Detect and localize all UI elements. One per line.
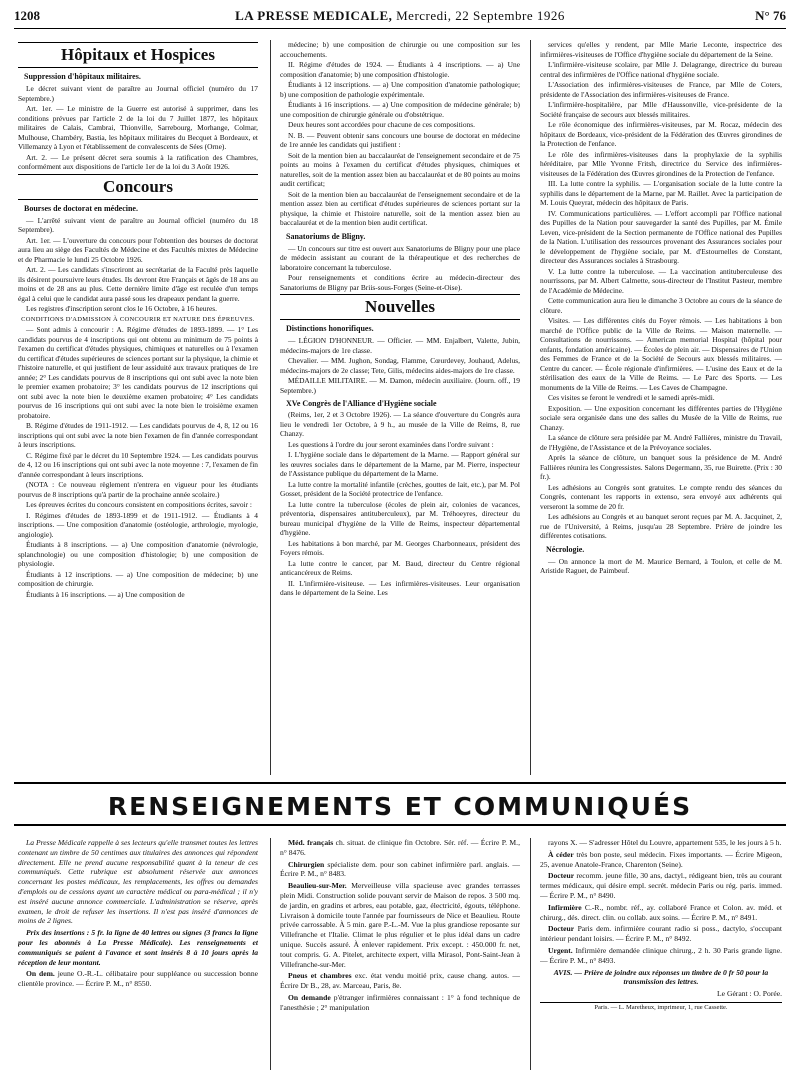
printer-line: Paris. — L. Maretheux, imprimeur, 1, rue Cassette. (540, 1002, 782, 1013)
paragraph: L'Association des infirmières-visiteuses de France, par Mlle de Coters, présidente de l'Association des infirmières-visiteuses de France. (540, 80, 782, 99)
paragraph: IV. Communications particulières. — L'effort accompli par l'Office national des Pupilles de la Nation pour sauvegarder la santé des Pupilles, par M. Émile Leven, vice-président de la Section permanente de l'Office national des Pupilles de la Nation. L'utilisation des ressources provenant des Assurances sociales pour le développement de l'hygiène sociale, par M. d'Estournelles de Constant, directeur des Assurances sociales à Strasbourg. (540, 208, 782, 265)
paragraph: — L'arrêté suivant vient de paraître au Journal officiel (numéro du 18 Septembre). (18, 215, 258, 234)
paragraph: Les adhésions au Congrès et au banquet seront reçues par M. A. Jacquinet, 2, rue de l'Université, à Reims, jusqu'au 28 Septembre. Prière de joindre les différentes cotisations. (540, 512, 782, 540)
paragraph: II. Régime d'études de 1924. — Étudiants à 4 inscriptions. — a) Une composition d'anatomie; b) une composition d'histologie. (280, 60, 520, 79)
ad-lead: Infirmière (548, 902, 582, 912)
paragraph: MÉDAILLE MILITAIRE. — M. Damon, médecin auxiliaire. (Journ. off., 19 Septembre.) (280, 376, 520, 395)
paragraph: La séance de clôture sera présidée par M. André Fallières, ministre du Travail, de l'Hygiène, de l'Assistance et de la Prévoyance sociales. (540, 433, 782, 452)
paragraph: II. L'infirmière-visiteuse. — Les infirmières-visiteuses. Leur organisation dans le département de la Seine. Les (280, 578, 520, 597)
classified-ad: rayons X. — S'adresser Hôtel du Louvre, appartement 535, le les jours à 5 h. (548, 838, 782, 847)
classified-ad (280, 993, 520, 1013)
paragraph: L'infirmière-visiteuse scolaire, par Mlle J. Delagrange, directrice du bureau central des infirmières de l'Office national d'hygiène sociale. (540, 60, 782, 79)
ad-text: p'étranger infirmières connaissant : 1° à fond technique de l'anesthésie ; 2° manipulation (280, 992, 520, 1012)
ad-text: spécialiste dem. pour son cabinet infirmière parl. anglais. — Écrire P. M., n° 8483. (280, 859, 520, 879)
paragraph: — On annonce la mort de M. Maurice Bernard, à Toulon, et celle de M. Aristide Raguet, de Paimbeuf. (540, 556, 782, 575)
paragraph: Soit de la mention bien au baccalauréat de l'enseignement secondaire et de 75 points au moins à l'examen du certificat d'études physiques, chimiques et naturelles, soit de la mention assez bien au baccalauréat et de 80 points au moins audit certificat; (280, 150, 520, 188)
ad-lead: Urgent. (548, 945, 573, 955)
ad-lead: Méd. français (288, 838, 334, 847)
paragraph: Le rôle économique des infirmières-visiteuses, par M. Rocaz, médecin des hôpitaux de Bordeaux, vice-président de la Fédération des Œuvres girondines de la Protection de l'enfance. (540, 120, 782, 148)
article-title: XVe Congrès de l'Alliance d'Hygiène sociale (286, 399, 437, 408)
paragraph: Les registres d'inscription seront clos le 16 Octobre, à 16 heures. (26, 304, 217, 313)
ad-text: Merveilleuse villa spacieuse avec grandes terrasses plein Midi. Construction solide pouvant servir de Maison de repos. 3 500 mq. de jardin, en gradins et arbres, eau potable, gaz, électricité, égouts, téléphone. Livraison à domicile toute l'année par fournisseurs de Nice et Beaulieu. Route privée carrossable. À 5 min. gare P.-L.-M. Vue la plus grandiose reposante sur Villefranche et l'Italie. Climat le plus régulier et le plus idéal dans un cadre unique. Succès assuré. À enlever rapidement. Prix except. : 450.000 fr. net, tout compris. G. A. Pitelet, architecte expert, villa Mirasol, Pont-Saint-Jean à Villefranche-sur-Mer. (280, 881, 520, 969)
classified-ad (540, 871, 782, 900)
ad-lead: Pneus et chambres (288, 971, 352, 981)
paragraph: Étudiants à 12 inscriptions. — a) Une composition d'anatomie pathologique; b) une composition de pathologie expérimentale. (280, 80, 520, 99)
journal-name: LA PRESSE MEDICALE, (235, 8, 393, 23)
paragraph: Les épreuves écrites du concours consistent en compositions écrites, savoir : (26, 500, 252, 509)
paragraph: I. Régimes d'études de 1893-1899 et de 1911-1912. — Étudiants à 4 inscriptions. — Une composition d'anatomie (ostéologie, arthrologie, myologie, angiologie). (18, 510, 258, 539)
paragraph: Art. 2. — Le présent décret sera soumis à la ratification des Chambres, conformément aux dispositions de l'article 1er de la loi du 3 Août 1926. (18, 152, 258, 171)
ad-lead: Chirurgien (288, 859, 325, 869)
subheading: CONDITIONS D'ADMISSION À CONCOURIR ET NATURE DES ÉPREUVES. (21, 315, 255, 323)
paragraph: (Reims, 1er, 2 et 3 Octobre 1926). — La séance d'ouverture du Congrès aura lieu le vendredi 1er Octobre, à 9 h., au musée de la Ville de Reims, 8, rue Chanzy. (280, 410, 520, 438)
paragraph: C. Régime fixé par le décret du 10 Septembre 1924. — Les candidats pourvus de 4, 12 ou 16 inscriptions qui ont subi avec la note moyenne : 7, l'examen de fin d'année correspondant à leurs inscriptions. (18, 450, 258, 479)
paragraph: V. La lutte contre la tuberculose. — La vaccination antituberculeuse des nourrissons, par M. Albert Calmette, sous-directeur de l'Institut Pasteur, membre de l'Académie de Médecine. (540, 266, 782, 295)
column-rule (270, 838, 271, 1070)
section-title-hopitaux: Hôpitaux et Hospices (18, 42, 258, 68)
paragraph: Les habitations à bon marché, par M. Georges Charbonneaux, président des Foyers rémois. (280, 538, 520, 557)
paragraph: Ces visites se feront le vendredi et le samedi après-midi. (548, 393, 715, 402)
ad-text: exc. état vendu moitié prix, cause chang. autos. — Écrire Dr B., 28, av. Marceau, Paris, 8e. (280, 971, 520, 991)
classified-ad (280, 838, 520, 858)
article-title: Suppression d'hôpitaux militaires. (24, 72, 141, 81)
notice-avis: AVIS. — Prière de joindre aux réponses un timbre de 0 fr 50 pour la transmission des lettres. (553, 967, 769, 987)
paragraph: La lutte contre le cancer, par M. Baud, directeur du Centre régional anticancéreux de Reims. (280, 558, 520, 577)
paragraph: Le décret suivant vient de paraître au Journal officiel (numéro du 17 Septembre.) (18, 84, 258, 103)
paragraph: — Sont admis à concourir : A. Régime d'études de 1893-1899. — 1° Les candidats pourvus de 4 inscriptions qui ont obtenu au minimum de 75 points à l'examen du certificat d'études physiques, chimiques et naturelles ou à l'examen du certificat d'études supérieures de sciences portant sur la physique, la chimie et l'histoire naturelle, et qui justifient de leur assiduité aux travaux pratiques de 1re année; 2° Les candidats pourvus de 8 inscriptions qui ont subi avec la note bien le premier examen probatoire; 3° les candidats pourvus de 12 inscriptions qui ont subi avec la note bien le deuxième examen probatoire; 4° Les candidats pourvus de 16 inscriptions qui ont subi avec la note bien le troisième examen probatoire. (18, 325, 258, 420)
paragraph: Étudiants à 12 inscriptions. — a) Une composition de médecine; b) une composition de chirurgie. (18, 569, 258, 588)
article-title: Nécrologie. (546, 544, 585, 554)
ad-text: recomm. jeune fille, 30 ans, dactyl., rédigeant bien, très au courant termes médicaux, qui désire empl. secrét. médecin Paris ou rég. paris. immed. — Écrire P. M., n° 8490. (540, 871, 782, 900)
ad-text: jeune O.-R.-L. célibataire pour suppléance ou succession bonne clientèle province. — Écrire P. M., n° 8550. (18, 969, 258, 989)
article-title: Bourses de doctorat en médecine. (24, 203, 138, 213)
journal-title (14, 8, 786, 24)
issue-date: Mercredi, 22 Septembre 1926 (396, 8, 565, 23)
column-1 (18, 40, 258, 775)
ad-lead: Beaulieu-sur-Mer. (288, 881, 347, 891)
column-rule (530, 838, 531, 1070)
ad-lead: On demande (288, 992, 331, 1002)
paragraph: III. La lutte contre la syphilis. — L'organisation sociale de la lutte contre la syphilis dans le département de la Marne, par M. Raillet. Avec la participation de M. Louis Queyrat, médecin des hôpitaux de Paris. (540, 179, 782, 207)
ad-text: Paris dem. infirmière courant radio si poss., dactylo, s'occupant intérieur pendant loisirs. — Écrire P. M., n° 8492. (540, 924, 782, 944)
ad-text: très bon poste, seul médecin. Fixes importants. — Écrire Migeon, 25, avenue Anatole-France, Charenton (Seine). (540, 849, 782, 869)
paragraph: Soit de la mention bien au baccalauréat de l'enseignement secondaire et de la mention assez bien au certificat d'études supérieures de sciences portant sur la physique, la chimie et l'histoire naturelle, soit de la mention assez bien au baccalauréat et de la mention bien audit certificat. (280, 189, 520, 227)
column-2 (280, 40, 520, 775)
classifieds-column-3 (540, 838, 782, 1070)
classified-ad (540, 850, 782, 870)
column-3 (540, 40, 782, 775)
page-number: 1208 (14, 8, 40, 23)
paragraph: Exposition. — Une exposition concernant les différentes parties de l'Hygiène sociale sera organisée dans une des salles du Musée de la Ville de Reims, rue Chanzy. (540, 403, 782, 432)
paragraph: La lutte contre la mortalité infantile (crèches, gouttes de lait, etc.), par M. Pol Gosset, président de la Société protectrice de l'enfance. (280, 479, 520, 498)
article-title: Sanatoriums de Bligny. (286, 231, 366, 241)
paragraph: services qu'elles y rendent, par Mlle Marie Leconte, inspectrice des infirmières-visiteuses de l'Office d'hygiène sociale du département de la Seine. (540, 40, 782, 59)
ad-lead: À céder (548, 849, 574, 859)
paragraph: — LÉGION D'HONNEUR. — Officier. — MM. Enjalbert, Valette, Jubin, médecins-majors de 1re classe. (280, 336, 520, 355)
classified-ad (280, 860, 520, 880)
classified-ad (540, 946, 782, 966)
classified-ad (540, 924, 782, 944)
paragraph: Le rôle des infirmières-visiteuses dans la prophylaxie de la syphilis héréditaire, par Mlle Yvonne Fritsh, directrice du Service des infirmières-visiteuses de la Fédération des Œuvres girondines de la Protection de l'enfance. (540, 149, 782, 178)
column-rule (270, 40, 271, 775)
section-title-concours: Concours (18, 174, 258, 200)
paragraph: Les questions à l'ordre du jour seront examinées dans l'ordre suivant : (288, 439, 494, 449)
paragraph: (NOTA : Ce nouveau règlement n'entrera en vigueur pour les étudiants pourvus de 8 inscriptions qu'à partir de la prochaine année scolaire.) (18, 480, 258, 499)
section-divider (14, 782, 786, 784)
classified-ad (280, 881, 520, 969)
paragraph: Étudiants à 8 inscriptions. — a) Une composition d'anatomie (névrologie, splanchnologie) ou une composition d'histologie; b) une composition de physiologie. (18, 540, 258, 568)
paragraph: Art. 1er. — L'ouverture du concours pour l'obtention des bourses de doctorat aura lieu au siège des Facultés de Médecine et des Facultés mixtes de Médecine et de Pharmacie le lundi 25 Octobre 1926. (18, 235, 258, 264)
paragraph: Pour renseignements et conditions écrire au médecin-directeur des Sanatoriums de Bligny par Briis-sous-Forges (Seine-et-Oise). (280, 273, 520, 292)
paragraph: Chevalier. — MM. Jughon, Sondag, Flamme, Cœurdevey, Jouhaud, Adelus, médecins-majors de 2e classe; Tete, Gilis, médecins aides-majors de 1re classe. (280, 356, 520, 375)
paragraph: — Un concours sur titre est ouvert aux Sanatoriums de Bligny pour une place de médecin assistant au courant de la thérapeutique et des recherches de laboratoire concernant la tuberculose. (280, 243, 520, 272)
column-rule (530, 40, 531, 775)
paragraph: N. B. — Peuvent obtenir sans concours une bourse de doctorat en médecine de 1re année les candidats qui justifient : (280, 130, 520, 149)
notice-prices: Prix des insertions : 5 fr. la ligne de 40 lettres ou signes (3 francs la ligne pour les abonnés à La Presse Médicale). Les renseignements et communiqués se paient à l'avance et sont insérés 8 à 10 jours après la réception de leur montant. (18, 928, 258, 967)
paragraph: Art. 2. — Les candidats s'inscriront au secrétariat de la Faculté près laquelle ils désirent poursuivre leurs études. Ils devront être Français et âgés de 18 ans au moins et de 28 ans au plus. Cette dernière limite d'âge est reculée d'un temps égal à celui que le candidat aura passé sous les drapeaux pendant la guerre. (18, 265, 258, 303)
ad-text: C.-R., nombr. réf., ay. collaboré France et Colon. av. méd. et chirurg., dés. direct. clin. ou collab. aux soins. — Écrire P. M., n° 8491. (540, 902, 782, 922)
classifieds-column-2 (280, 838, 520, 1070)
paragraph: I. L'hygiène sociale dans le département de la Marne. — Rapport général sur les œuvres sociales dans le département de la Marne, par M. Pierre, inspecteur de l'Assistance publique du département de la Marne. (280, 450, 520, 478)
ad-text: ch. situat. de clinique fin Octobre. Sér. réf. — Écrire P. M., n° 8476. (280, 838, 520, 857)
manager-signature: Le Gérant : O. Porée. (717, 989, 782, 999)
paragraph: La lutte contre la tuberculose (écoles de plein air, colonies de vacances, préventoria, dispensaires antituberculeux), par M. Tréhoeyres, directeur du bureau municipal d'hygiène de la Ville de Reims, inspecteur départemental d'hygiène. (280, 499, 520, 537)
classifieds-column-1 (18, 838, 258, 1070)
ad-lead: Docteur (548, 871, 575, 881)
paragraph: Étudiants à 16 inscriptions. — a) Une composition de médecine générale; b) une composition de chirurgie générale ou d'obstétrique. (280, 100, 520, 119)
paragraph: Après la séance de clôture, un banquet sous la présidence de M. André Fallières réunira les Congressistes. Salons Degermann, 35, rue Buirette. (Prix : 30 fr.). (540, 453, 782, 481)
paragraph: B. Régime d'études de 1911-1912. — Les candidats pourvus de 4, 8, 12 ou 16 inscriptions qui ont subi avec la note bien l'examen de fin d'année correspondant à leurs inscriptions. (18, 421, 258, 449)
classified-ad (540, 903, 782, 923)
paragraph: Cette communication aura lieu le dimanche 3 Octobre au cours de la séance de clôture. (540, 296, 782, 315)
paragraph: Deux heures sont accordées pour chacune de ces compositions. (288, 120, 475, 129)
ad-lead: On dem. (26, 969, 55, 979)
paragraph: Art. 1er. — Le ministre de la Guerre est autorisé à supprimer, dans les conditions prévues par l'article 2 de la loi du 7 Juillet 1877, les hôpitaux militaires de Calais, Cambrai, Thionville, Sarrebourg, Morhange, Colmar, Mulhouse, Chambéry, Bastia, les hôpitaux militaires du Becquet à Bordeaux, et Villemanzy à Lyon et l'établissement de convalescents de Sées (Orne). (18, 104, 258, 151)
paragraph: médecine; b) une composition de chirurgie ou une composition sur les accouchements. (280, 40, 520, 59)
paragraph: Les adhésions au Congrès sont gratuites. Le compte rendu des séances du Congrès, contenant les rapports in extenso, sera envoyé aux adhérents qui verseront la somme de 20 fr. (540, 482, 782, 511)
ad-text: Infirmière demandée clinique chirurg., 2 h. 30 Paris grande ligne. — Écrire P. M., n° 8493. (540, 945, 782, 965)
paragraph: Visites. — Les différentes cités du Foyer rémois. — Les habitations à bon marché de l'Office public de la Ville de Reims. — Maison maternelle. — Consultations de nourrissons. — American memorial Hospital (hôpital pour enfants, fondation américaine). — Écoles de plein air. — Dispensaires de l'Union des Femmes de France et de la Société de Secours aux blessés militaires. — Centre du cancer. — École régionale d'infirmières. — L'usine des Eaux et de la stérilisation des eaux de la Ville de Reims. — Le Parc des Sports. — Les monuments de la Ville de Reims. — Les Caves de Champagne. (540, 316, 782, 392)
paragraph: L'infirmière-hospitalière, par Mlle d'Haussonville, vice-présidente de la Société française de secours aux blessés militaires. (540, 100, 782, 119)
issue-number: N° 76 (755, 8, 786, 23)
page-header (14, 4, 786, 29)
article-title: Distinctions honorifiques. (286, 324, 374, 333)
section-title-nouvelles: Nouvelles (280, 294, 520, 320)
paragraph: Étudiants à 16 inscriptions. — a) Une composition de (26, 589, 185, 599)
section-banner: RENSEIGNEMENTS ET COMMUNIQUÉS (14, 790, 786, 826)
classified-ad (18, 969, 258, 989)
classified-ad (280, 971, 520, 991)
ad-lead: Docteur (548, 924, 575, 934)
notice-intro: La Presse Médicale rappelle à ses lecteurs qu'elle transmet toutes les lettres contenant un timbre de 50 centimes aux titulaires des annonces qui répondent directement. Elle ne prend aucune responsabilité quant à la teneur de ces communiqués. Cette rubrique est absolument réservée aux annonces concernant les postes médicaux, les remplacements, les offres ou demandes d'emplois ou de cessions ayant un caractère médical ou para-médical ; il n'y est inséré aucune annonce commerciale. L'administration se réserve, après examen, le droit de refuser les insertions. Il n'est pas inséré d'annonces de moins de 2 lignes. (18, 838, 258, 926)
